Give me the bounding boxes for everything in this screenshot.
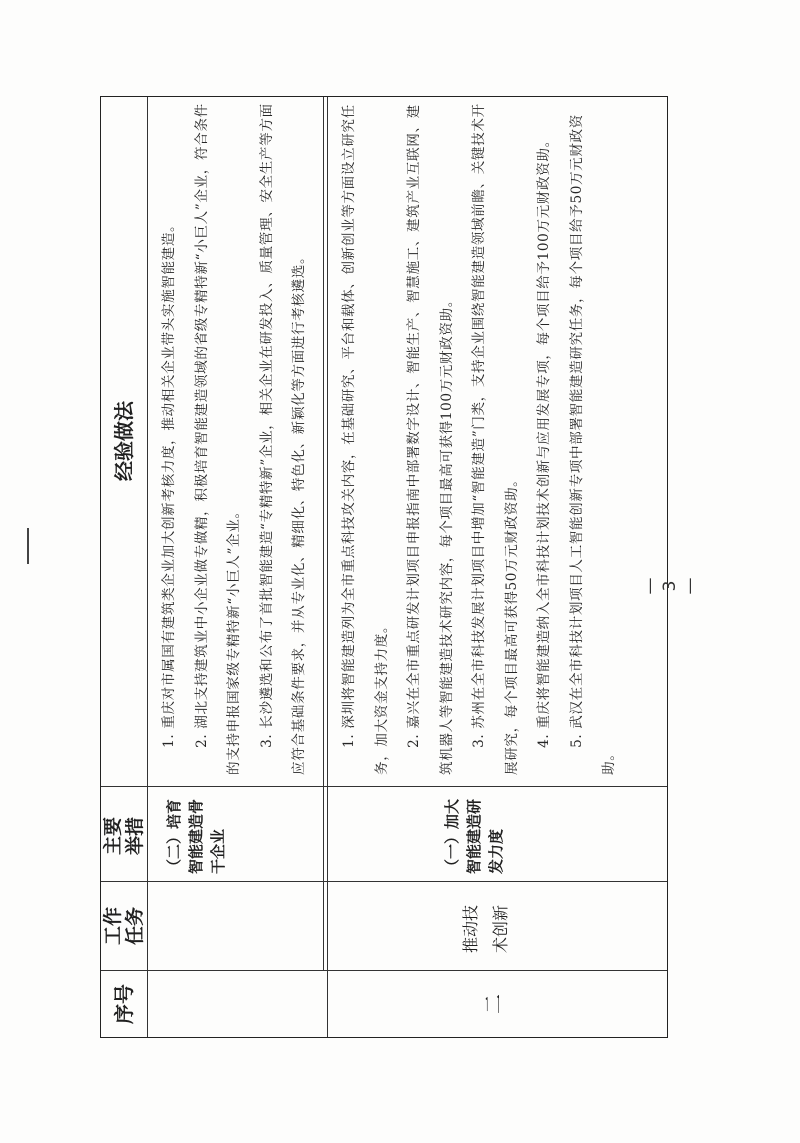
col-divider-3 (101, 786, 667, 787)
row2-seq: 二 (481, 994, 505, 1014)
row1-method-3: 3. 长沙遴选和公布了首批智能建造“专精特新”企业，相关企业在研发投入、质量管理、安全生产等方面应符合基础条件要求，并从专业化、精细化、特色化、新颖化等方面进行考核遴选。 (258, 103, 307, 775)
measures-table (100, 96, 668, 1038)
binding-mark (27, 528, 29, 564)
header-task: 工作任务 (102, 907, 146, 946)
row2-method-4: 4. 重庆将智能建造纳入全市科技计划技术创新与应用发展专项，每个项目给予100万元财政资助。 (536, 133, 552, 748)
header-seq: 序号 (112, 984, 136, 1024)
col-divider-1 (101, 970, 667, 971)
row1-measure: （二）培育智能建造骨干企业 (165, 798, 227, 874)
row2-method-1: 1. 深圳将智能建造列为全市重点科技攻关内容，在基础研究、平台和载体、创新创业等方面设立研究任务，加大资金支持力度。 (341, 104, 390, 775)
header-divider (147, 97, 148, 1037)
row2-measure: （一）加大智能建造研发力度 (443, 798, 505, 874)
row2-methods (333, 103, 626, 775)
row2-method-5: 5. 武汉在全市科技计划项目人工智能创新专项中部署智能建造研究任务，每个项目给予50万元财政资助。 (568, 114, 617, 775)
row1-method-1: 1. 重庆对市属国有建筑类企业加大创新考核力度，推动相关企业带头实施智能建造。 (161, 217, 177, 748)
row2-method-3: 3. 苏州在全市科技发展计划项目中增加“智能建造”门类，支持企业围绕智能建造领域前瞻、关键技术开展研究，每个项目最高可获得50万元财政资助。 (471, 103, 520, 775)
header-method: 经验做法 (112, 401, 136, 481)
row2-task: 推动技术创新 (461, 904, 510, 953)
row1-methods (153, 103, 316, 775)
header-measure: 主要举措 (102, 817, 146, 856)
row2-method-2: 2. 嘉兴在全市重点研发计划项目申报指南中部署数字设计、智能生产、智慧施工、建筑产业互联网、建筑机器人等智能建造技术研究内容，每个项目最高可获得100万元财政资助。 (406, 104, 455, 775)
row-divider (323, 97, 324, 971)
row1-method-2: 2. 湖北支持建筑业中小企业做专做精，积极培育智能建造领域的省级专精特新“小巨人”企业，符合条件的支持申报国家级专精特新“小巨人”企业。 (193, 103, 242, 775)
row-divider-double (327, 97, 328, 1037)
page-number: — 3 — (640, 577, 700, 595)
col-divider-2 (101, 881, 667, 882)
